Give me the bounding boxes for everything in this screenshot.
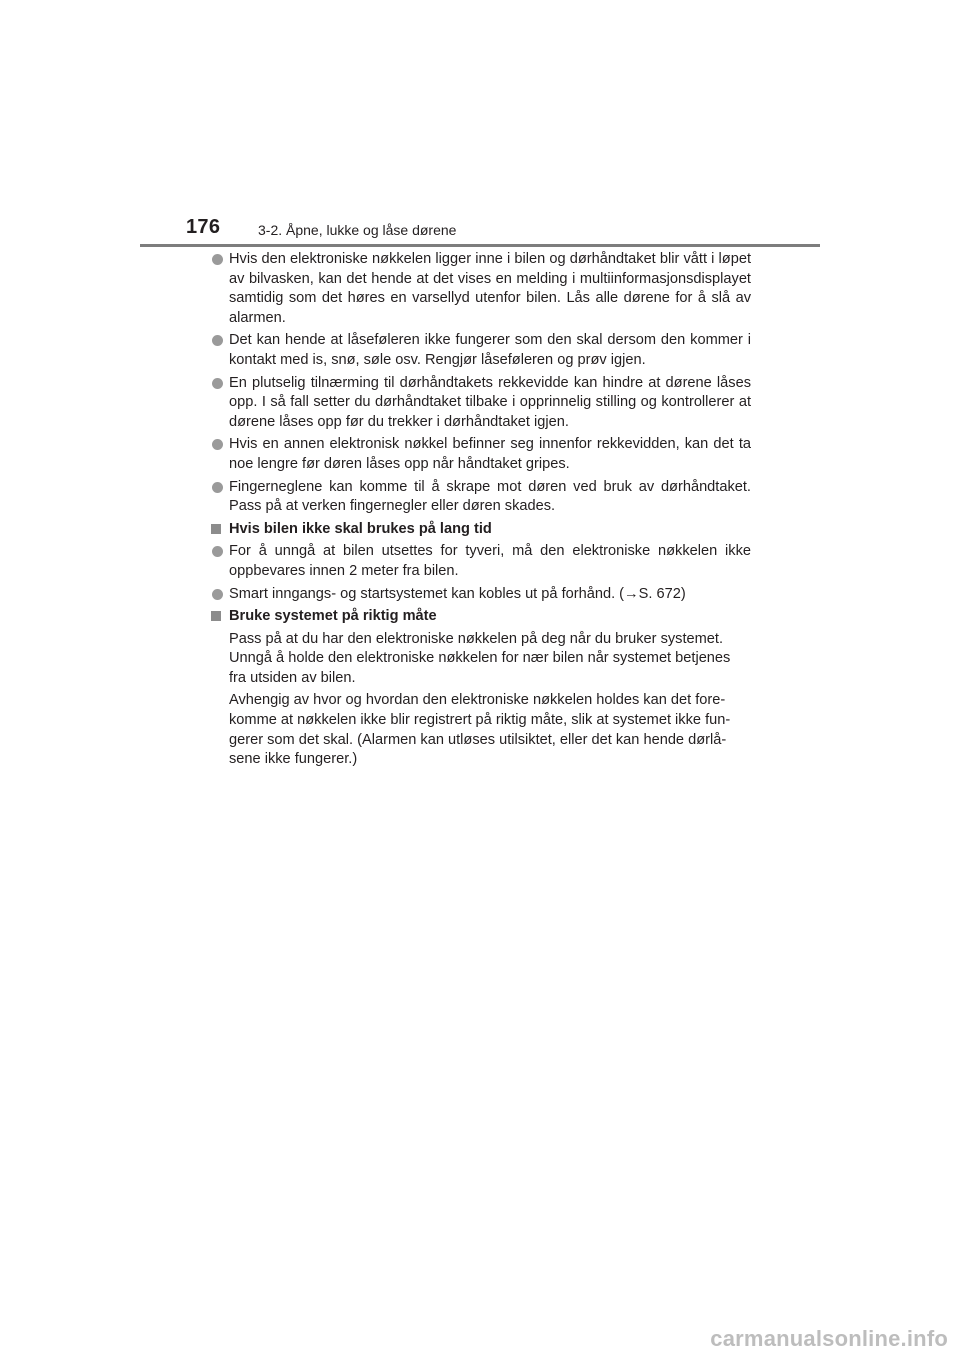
square-bullet-icon — [211, 611, 221, 621]
bullet-item — [209, 585, 751, 605]
header-rule — [140, 244, 820, 247]
bullet-dot-icon — [212, 589, 223, 600]
bullet-item — [209, 478, 751, 517]
bullet-dot-icon — [212, 254, 223, 265]
bullet-text: En plutselig tilnærming til dørhåndtakets rekkevidde kan hindre at dørene låses opp. I så fall setter du dørhåndtaket tilbake i opprinnelig stilling og kontrollerer at dørene låses opp før du trekker i dørhåndtaket igjen. — [229, 374, 751, 430]
section-title: 3-2. Åpne, lukke og låse dørene — [258, 222, 457, 238]
square-bullet-icon — [211, 524, 221, 534]
heading-text: Hvis bilen ikke skal brukes på lang tid — [229, 520, 492, 537]
bullet-text: For å unngå at bilen utsettes for tyveri, må den elektroniske nøkkelen ikke oppbevares innen 2 meter fra bilen. — [229, 543, 751, 579]
bullet-item — [209, 374, 751, 433]
section-heading-correct-use — [209, 607, 751, 627]
paragraph: Avhengig av hvor og hvordan den elektroniske nøkkelen holdes kan det forekomme at nøkkelen ikke blir registrert på riktig måte, slik at systemet ikke fungerer som det skal. (Alarmen kan utløses utilsiktet, eller det kan hende dørlåsene ikke fungerer.) — [229, 692, 731, 768]
bullet-dot-icon — [212, 378, 223, 389]
bullet-item — [209, 331, 751, 370]
bullet-text: Det kan hende at låseføleren ikke fungerer som den skal dersom den kommer i kontakt med is, snø, søle osv. Rengjør låseføleren og prøv igjen. — [229, 332, 751, 368]
heading-text: Bruke systemet på riktig måte — [229, 608, 437, 625]
bullet-item — [209, 435, 751, 474]
bullet-item — [209, 250, 751, 328]
bullet-text: Smart inngangs- og startsystemet kan kobles ut på forhånd. (→S. 672) — [229, 585, 686, 602]
bullet-text: Fingerneglene kan komme til å skrape mot døren ved bruk av dørhåndtaket. Pass på at verken fingernegler eller døren skades. — [229, 478, 751, 515]
bullet-text: Hvis en annen elektronisk nøkkel befinner seg innenfor rekkevidden, kan det ta noe lengre før døren låses opp når håndtaket gripes. — [229, 436, 751, 472]
page-content — [209, 250, 751, 773]
section-heading-long-time — [209, 520, 751, 540]
page-number: 176 — [186, 216, 221, 238]
bullet-dot-icon — [212, 546, 223, 557]
watermark-logo: carmanualsonline.info — [710, 1326, 948, 1351]
bullet-item — [209, 542, 751, 581]
bullet-text: Hvis den elektroniske nøkkelen ligger inne i bilen og dørhåndtaket blir vått i løpet av bilvasken, kan det hende at det vises en melding i multiinformasjonsdisplayet samtidig som det høres en varsellyd utenfor bilen. Lås alle dørene for å slå av alarmen. — [229, 251, 751, 326]
page-header — [140, 214, 820, 246]
paragraph: Pass på at du har den elektroniske nøkkelen på deg når du bruker systemet. Unngå å holde den elektroniske nøkkelen for nær bilen når systemet betjenes fra utsiden av bilen. — [229, 630, 731, 686]
bullet-dot-icon — [212, 335, 223, 346]
bullet-dot-icon — [212, 439, 223, 450]
bullet-dot-icon — [212, 482, 223, 493]
